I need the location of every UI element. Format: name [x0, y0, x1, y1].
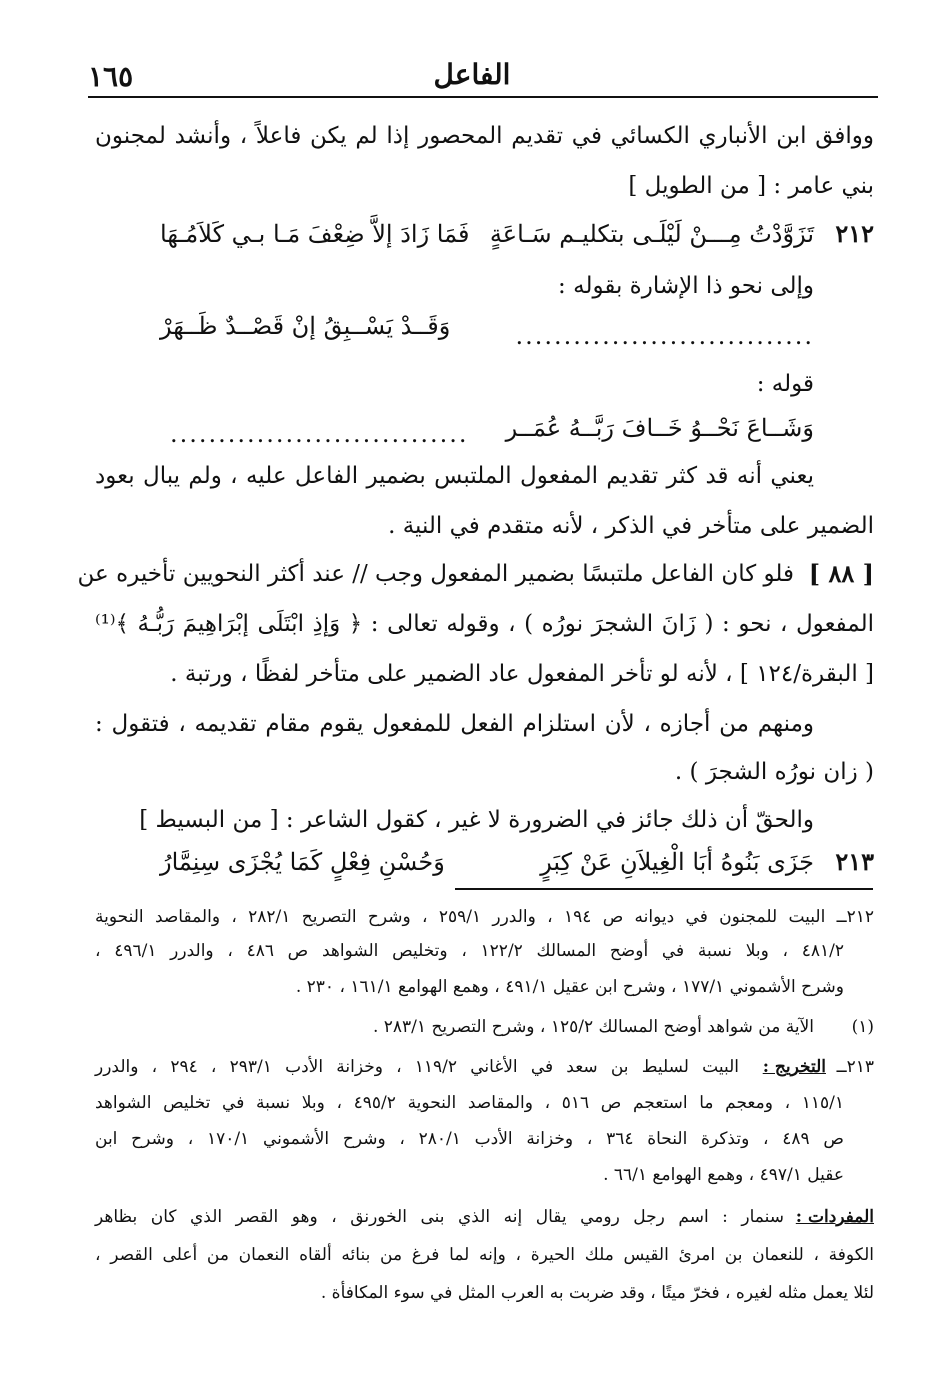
- verse-number: ٢١٢: [835, 219, 874, 248]
- verse-hemistich-first: وَشَــاعَ نَحْــوُ خَــافَ رَبَّــهُ عُمَــر: [505, 414, 814, 442]
- footnote-marker: (١): [851, 1017, 874, 1037]
- header-rule: [88, 96, 878, 98]
- footnote-line: الكوفة ، للنعمان بن امرئ القيس ملك الحيرة ، وإنه لما فرغ من بنائه ألقاه النعمان من أعلى القصر ،: [95, 1245, 874, 1265]
- verse-hemistich-second: وَقَــدْ يَسْــبِقُ إنْ قَصْــدٌ ظَــهَرْ: [160, 312, 451, 340]
- footnote-line: لئلا يعمل مثله لغيره ، فخرّ ميتًا ، وقد ضربت به العرب المثل في سوء المكافأة .: [320, 1283, 874, 1303]
- body-line: [ البقرة/١٢٤ ] ، لأنه لو تأخر المفعول عاد الضمير على متأخر لفظًا ، ورتبة .: [170, 661, 874, 687]
- footnote-line: وشرح الأشموني ١٧٧/١ ، وشرح ابن عقيل ٤٩١/١ ، وهمع الهوامع ١٦١/١ ، ٢٣٠ .: [295, 977, 844, 997]
- footnote-label-takhrij: التخريج :: [762, 1057, 826, 1077]
- body-line: ومنهم من أجازه ، لأن استلزام الفعل للمفعول يقوم مقام تقديمه ، فتقول :: [95, 711, 814, 737]
- verse-hemistich-second: وَحُسْنِ فِعْلٍ كَمَا يُجْزَى سِنِمَّارُ: [160, 848, 445, 876]
- body-line: يعني أنه قد كثر تقديم المفعول الملتبس بضمير الفاعل عليه ، ولم يبال بعود: [95, 463, 814, 489]
- body-line: قوله :: [756, 371, 814, 397]
- footnote-line: البيت لسليط بن سعد في الأغاني ١١٩/٢ ، وخزانة الأدب ٢٩٣/١ ، ٢٩٤ ، والدرر: [95, 1057, 740, 1077]
- footnote-line: عقيل ٤٩٧/١ ، وهمع الهوامع ٦٦/١ .: [603, 1165, 844, 1185]
- verse-hemistich-first: تَزَوَّدْتُ مِـــنْ لَيْلَـى بتكليـم سَـاعَةٍ: [489, 220, 814, 248]
- footnote-line: ٤٨١/٢ ، وبلا نسبة في أوضح المسالك ١٢٢/٢ ، وتخليص الشواهد ص ٤٨٦ ، والدرر ٤٩٦/١ ،: [95, 941, 845, 961]
- body-line: فلو كان الفاعل ملتبسًا بضمير المفعول وجب // عند أكثر النحويين تأخيره عن: [77, 561, 794, 587]
- paragraph-number: [ ٨٨ ]: [808, 559, 874, 588]
- body-line: ووافق ابن الأنباري الكسائي في تقديم المحصور إذا لم يكن فاعلاً ، وأنشد لمجنون: [95, 123, 874, 149]
- footnote-separator: [455, 888, 873, 890]
- ellipsis-hemistich: ...............................: [170, 420, 469, 448]
- body-line: الضمير على متأخر في الذكر ، لأنه متقدم في النية .: [388, 513, 874, 539]
- body-line: المفعول ، نحو : ( زَانَ الشجرَ نورُه ) ، وقوله تعالى : ﴿ وَإذِ ابْتَلَى إبْرَاهِيمَ رَبُّـهُ ﴾⁽¹⁾: [95, 611, 874, 637]
- footnote-line: ٢١٢ــ البيت للمجنون في ديوانه ص ١٩٤ ، والدرر ٢٥٩/١ ، وشرح التصريح ٢٨٢/١ ، والمقاصد النحوية: [95, 907, 874, 927]
- footnote-line: الآية من شواهد أوضح المسالك ١٢٥/٢ ، وشرح التصريح ٢٨٣/١ .: [372, 1017, 814, 1037]
- page-number: ١٦٥: [88, 60, 134, 93]
- verse-number: ٢١٣: [835, 847, 874, 876]
- running-header-title: الفاعل: [433, 58, 511, 91]
- body-line: وإلى نحو ذا الإشارة بقوله :: [558, 273, 814, 299]
- verse-hemistich-second: فَمَا زَادَ إلاَّ ضِعْفَ مَـا بـي كَلاَمُـهَا: [160, 220, 470, 248]
- footnote-label-mufradat: المفردات :: [795, 1207, 874, 1227]
- footnote-line: سنمار : اسم رجل رومي يقال إنه الذي بنى الخورنق ، وهو القصر الذي كان بظاهر: [95, 1207, 784, 1227]
- verse-hemistich-first: جَزَى بَنُوهُ أبَا الْغِيلاَنِ عَنْ كِبَرٍ: [540, 848, 814, 876]
- body-line: ( زان نورُه الشجرَ ) .: [674, 759, 874, 785]
- body-line: بني عامر : [ من الطويل ]: [628, 173, 874, 199]
- footnote-line: ص ٤٨٩ ، وتذكرة النحاة ٣٦٤ ، وخزانة الأدب ٢٨٠/١ ، وشرح الأشموني ١٧٠/١ ، وشرح ابن: [95, 1129, 844, 1149]
- footnote-number: ٢١٣ــ: [836, 1057, 874, 1077]
- body-line: والحقّ أن ذلك جائز في الضرورة لا غير ، كقول الشاعر : [ من البسيط ]: [139, 807, 814, 833]
- footnote-line: ١١٥/١ ، ومعجم ما استعجم ص ٥١٦ ، والمقاصد النحوية ٤٩٥/٢ ، وبلا نسبة في تخليص الشواهد: [95, 1093, 844, 1113]
- ellipsis-hemistich: ...............................: [515, 322, 814, 350]
